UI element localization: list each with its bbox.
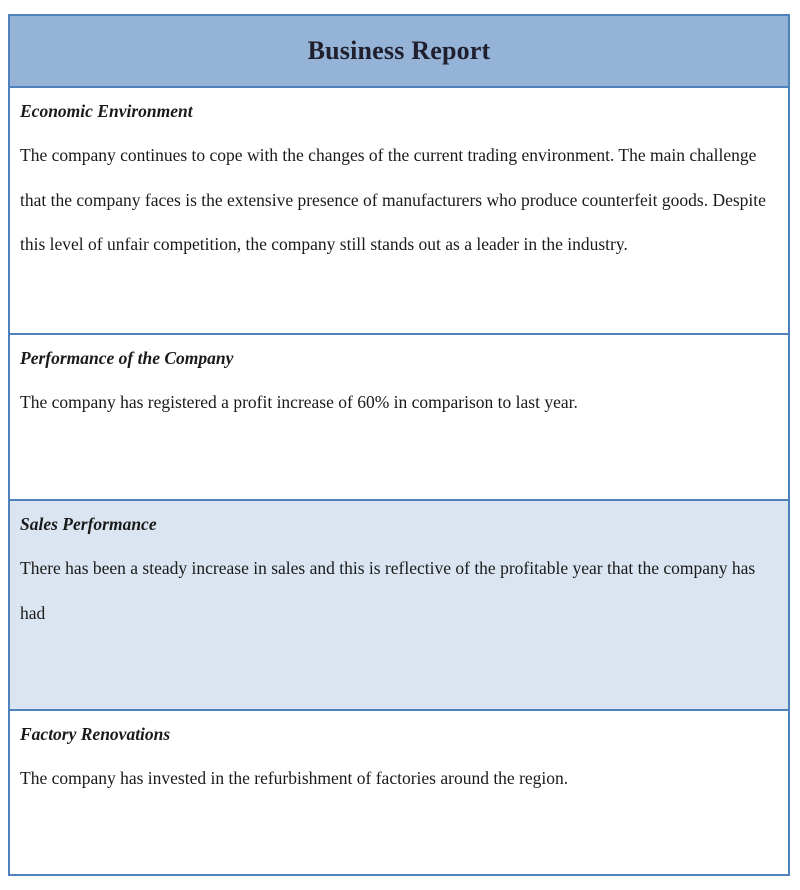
report-header — [10, 16, 788, 88]
section-heading: Performance of the Company — [20, 348, 234, 368]
section-body: There has been a steady increase in sales and this is reflective of the profitable year that the company has had — [20, 558, 756, 623]
section-factory-renovations — [10, 711, 788, 874]
section-body: The company has registered a profit increase of 60% in comparison to last year. — [20, 392, 578, 412]
section-heading: Sales Performance — [20, 514, 157, 534]
section-body: The company has invested in the refurbishment of factories around the region. — [20, 768, 569, 788]
section-heading: Economic Environment — [20, 101, 193, 121]
section-body: The company continues to cope with the changes of the current trading environment. The main challenge that the company faces is the extensive presence of manufacturers who produce counterfeit goods. Despite this level of unfair competition, the company still stands out as a leader in the industry. — [20, 145, 766, 254]
report-title: Business Report — [307, 36, 491, 65]
business-report-table — [8, 14, 790, 876]
section-sales-performance — [10, 501, 788, 711]
section-economic-environment — [10, 88, 788, 335]
section-performance-of-company — [10, 335, 788, 501]
section-heading: Factory Renovations — [20, 724, 171, 744]
